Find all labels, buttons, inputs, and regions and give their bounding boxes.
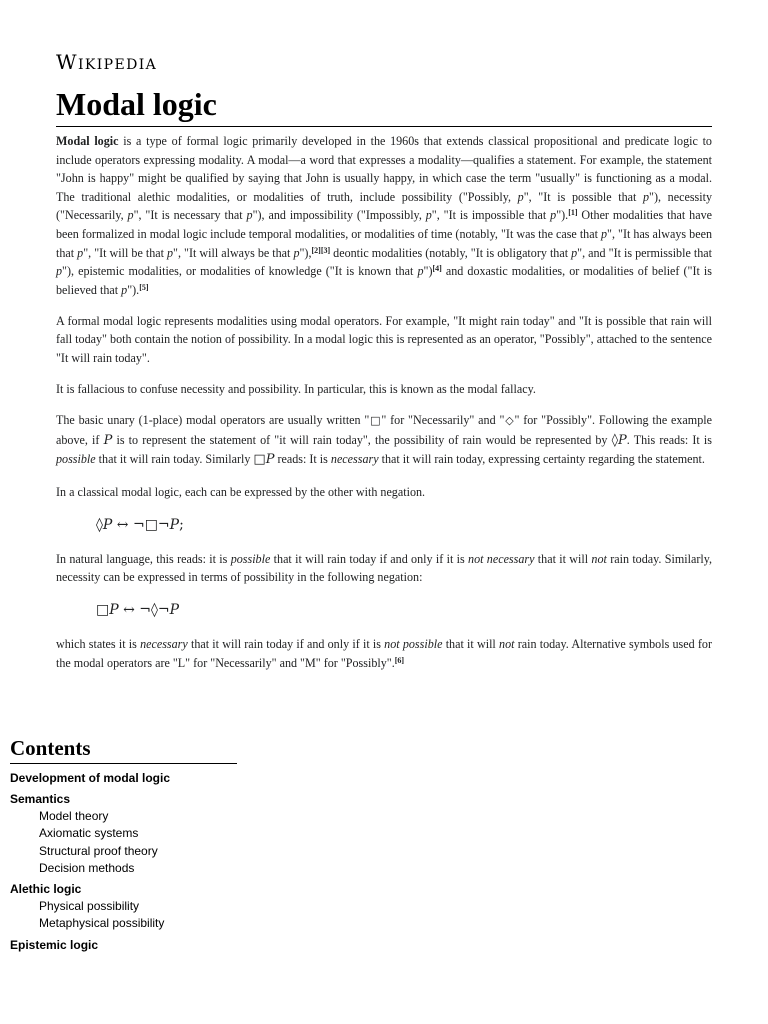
toc-item-alethic-logic[interactable]: Alethic logic <box>10 882 82 897</box>
citation-6[interactable]: [6] <box>394 655 405 665</box>
toc-subitem-model-theory[interactable]: Model theory <box>39 809 109 823</box>
toc-item-epistemic-logic[interactable]: Epistemic logic <box>10 937 99 952</box>
citation-4[interactable]: [4] <box>432 264 442 274</box>
paragraph: Modal logic is a type of formal logic primarily developed in the 1960s that extends classical propositional and predicate logic to include operators expressing modality. A modal—a word that expresses a modality—qualifies a statement. For example, the statement "John is happy" might be qualified by saying that John is usually happy, in which case the term "usually" is functioning as a modal. The traditional alethic modalities, or modalities of truth, include possibility ("Possibly, p", "It is possible that p"), necessity ("Necessarily, p", "It is necessary that p"), and impossibility ("Impossibly, p", "It is impossible that p").[1] Other modalities that have been formalized in modal logic include temporal modalities, or modalities of time (notably, "It was the case that p", "It has always been that p", "It will be that p", "It will always be that p"),[2][3] deontic modalities (notably, "It is obligatory that p", and "It is permissible that p"), epistemic modalities, or modalities of knowledge ("It is known that p")[4] and doxastic modalities, or modalities of belief ("It is believed that p").[5] <box>56 134 712 297</box>
citation-5[interactable]: [5] <box>139 282 149 292</box>
paragraph: It is fallacious to confuse necessity and possibility. In particular, this is known as the modal fallacy. <box>56 382 536 397</box>
paragraph: which states it is necessary that it will rain today if and only if it is not possible that it will not rain today. Alternative symbols used for the modal operators are "L" for "Necessarily" and "M" for "Possibly".[6] <box>56 637 712 670</box>
paragraph: In natural language, this reads: it is possible that it will rain today if and only if it is not necessary that it will not rain today. Similarly, necessity can be expressed in terms of possibility in the following negation: <box>56 551 713 585</box>
citation-2[interactable]: [2] <box>311 245 321 255</box>
wikipedia-wordmark[interactable]: Wikipedia <box>56 50 158 74</box>
toc-subitem-decision-methods[interactable]: Decision methods <box>39 860 135 875</box>
paragraph: The basic unary (1-place) modal operators are usually written "□" for "Necessarily" and "◇" for "Possibly". Following the example above, if P is to represent the statement of "it will rain today", the possibility of rain would be represented by ◊P. This reads: It is possible that it will rain today. Similarly □P reads: It is necessary that it will rain today, expressing certainty regarding the statement. <box>56 413 712 468</box>
toc-title: Contents <box>10 736 91 760</box>
citation-3[interactable]: [3] <box>320 245 331 255</box>
page-title: Modal logic <box>56 86 217 122</box>
toc-subitem-physical-possibility[interactable]: Physical possibility <box>39 899 140 914</box>
toc-subitem-structural-proof-theory[interactable]: Structural proof theory <box>39 843 158 858</box>
paragraph: In a classical modal logic, each can be expressed by the other with negation. <box>56 484 426 499</box>
formula-possibility: ◊P ↔ ¬□¬P; <box>96 516 184 533</box>
title-divider <box>56 126 712 127</box>
table-of-contents <box>10 734 310 954</box>
formula-necessity: □P ↔ ¬◊¬P <box>96 602 180 619</box>
toc-item-semantics[interactable]: Semantics <box>10 792 71 806</box>
paragraph: A formal modal logic represents modalities using modal operators. For example, "It might rain today" and "It is possible that rain will fall today" both contain the notion of possibility. In a modal logic this is represented as an operator, "Possibly", attached to the sentence "It will rain today". <box>56 313 712 366</box>
article-body <box>56 132 712 685</box>
citation-1[interactable]: [1] <box>568 208 578 218</box>
toc-divider <box>10 763 237 764</box>
toc-subitem-axiomatic-systems[interactable]: Axiomatic systems <box>39 826 139 841</box>
toc-subitem-metaphysical-possibility[interactable]: Metaphysical possibility <box>39 916 165 931</box>
toc-item-development[interactable]: Development of modal logic <box>10 771 171 785</box>
